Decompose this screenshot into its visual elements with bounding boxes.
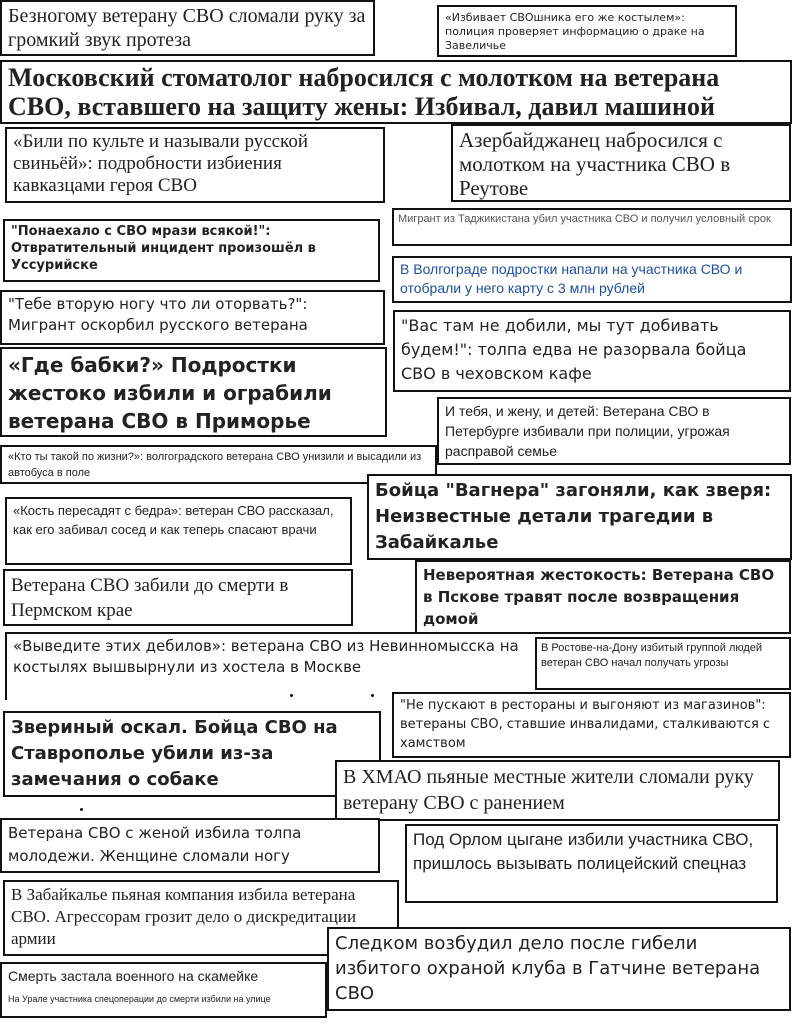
headline-text: Ветерана СВО забили до смерти в Пермском крае bbox=[11, 575, 289, 621]
headline-clipping bbox=[0, 0, 375, 56]
headline-clipping bbox=[335, 760, 780, 821]
headline-text: Мигрант из Таджикистана убил участника СВО и получил условный срок bbox=[398, 213, 771, 225]
headline-text: «Выведите этих дебилов»: ветерана СВО из Невинномысска на костылях вышвырнули из хостела в Москве bbox=[13, 637, 519, 676]
headline-text: "Не пускают в рестораны и выгоняют из магазинов": ветераны СВО, ставшие инвалидами, сталкиваются с хамством bbox=[400, 698, 771, 751]
headline-clipping bbox=[367, 474, 792, 560]
headline-clipping bbox=[0, 290, 385, 345]
headline-clipping bbox=[3, 569, 353, 626]
headline-text: И тебя, и жену, и детей: Ветерана СВО в Петербурге избивали при полиции, угрожая расправой семье bbox=[445, 403, 730, 459]
headline-clipping bbox=[535, 637, 791, 690]
headline-text: Азербайджанец набросился с молотком на участника СВО в Реутове bbox=[459, 128, 731, 200]
headline-text: Безногому ветерану СВО сломали руку за громкий звук протеза bbox=[8, 5, 366, 51]
headline-clipping bbox=[415, 560, 791, 634]
headline-text: Московский стоматолог набросился с молотком на ветерана СВО, вставшего на защиту жены: Избивал, давил машиной bbox=[8, 63, 720, 121]
headline-text: В Забайкалье пьяная компания избила ветерана СВО. Агрессорам грозит дело о дискредитации армии bbox=[11, 885, 357, 948]
headline-clipping bbox=[0, 347, 387, 437]
headline-text: Бойца "Вагнера" загоняли, как зверя: Неизвестные детали трагедии в Забайкалье bbox=[375, 480, 772, 553]
dot-mark bbox=[80, 808, 83, 811]
headline-clipping bbox=[5, 497, 352, 565]
headline-clipping bbox=[327, 927, 791, 1011]
headline-clipping bbox=[0, 818, 380, 873]
headline-text: «Кость пересадят с бедра»: ветеран СВО рассказал, как его забивал сосед и как теперь спасают врачи bbox=[13, 503, 334, 537]
headline-clipping bbox=[5, 127, 385, 203]
headline-clipping bbox=[0, 60, 792, 124]
headline-clipping bbox=[5, 632, 530, 700]
headline-clipping bbox=[405, 824, 778, 903]
headline-text: «Избивает СВОшника его же костылем»: полиция проверяет информацию о драке на Завеличье bbox=[445, 11, 705, 52]
headline-clipping bbox=[3, 219, 380, 282]
headline-text: Под Орлом цыгане избили участника СВО, пришлось вызывать полицейский спецназ bbox=[413, 830, 754, 873]
headline-clipping bbox=[3, 711, 381, 797]
headline-text: «Где бабки?» Подростки жестоко избили и ограбили ветерана СВО в Приморье bbox=[8, 353, 332, 433]
headline-clipping bbox=[392, 256, 792, 303]
headline-clipping bbox=[437, 397, 791, 465]
dot-mark bbox=[290, 694, 293, 697]
headline-text: Ветерана СВО с женой избила толпа молодежи. Женщине сломали ногу bbox=[8, 824, 302, 865]
headline-text: "Вас там не добили, мы тут добивать будем!": толпа едва не разорвала бойца СВО в чеховском кафе bbox=[401, 316, 747, 383]
headline-text: «Кто ты такой по жизни?»: волгоградского ветерана СВО унизили и высадили из автобуса в поле bbox=[8, 451, 422, 479]
headline-text: Звериный оскал. Бойца СВО на Ставрополье убили из-за замечания о собаке bbox=[11, 717, 338, 790]
headline-subtext: На Урале участника спецоперации до смерти избили на улице bbox=[8, 994, 271, 1004]
headline-clipping bbox=[393, 310, 791, 392]
headline-clipping bbox=[437, 5, 737, 57]
headline-text: В Ростове-на-Дону избитый группой людей ветеран СВО начал получать угрозы bbox=[541, 642, 763, 669]
dot-mark bbox=[371, 694, 374, 697]
headline-clipping bbox=[392, 208, 792, 246]
headline-clipping bbox=[0, 962, 327, 1018]
headline-text: В ХМАО пьяные местные жители сломали руку ветерану СВО с ранением bbox=[343, 766, 754, 814]
headline-text: Смерть застала военного на скамейке bbox=[8, 968, 259, 984]
headline-clipping bbox=[451, 124, 791, 202]
headline-text: «Били по культе и называли русской свиньёй»: подробности избиения кавказцами героя СВО bbox=[13, 131, 308, 196]
headline-text: "Тебе вторую ногу что ли оторвать?": Мигрант оскорбил русского ветерана bbox=[8, 295, 308, 334]
headline-clipping bbox=[392, 692, 791, 758]
headline-text: Следком возбудил дело после гибели избитого охраной клуба в Гатчине ветерана СВО bbox=[335, 933, 761, 1004]
headline-text: В Волгограде подростки напали на участника СВО и отобрали у него карту с 3 млн рублей bbox=[400, 261, 743, 296]
headline-text: Невероятная жестокость: Ветерана СВО в Пскове травят после возвращения домой bbox=[423, 566, 775, 628]
headline-text: "Понаехало с СВО мрази всякой!": Отвратительный инцидент произошёл в Уссурийске bbox=[11, 224, 316, 273]
